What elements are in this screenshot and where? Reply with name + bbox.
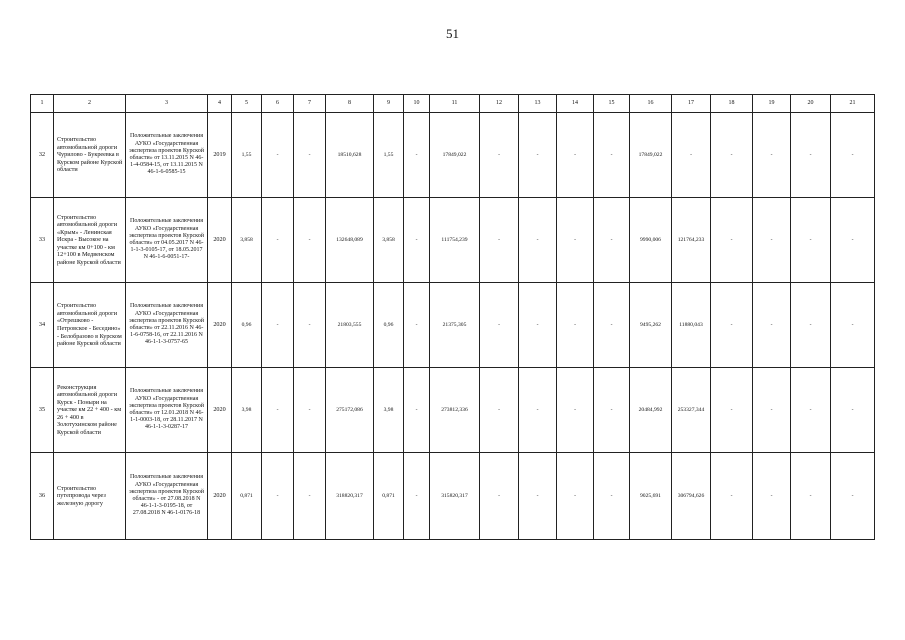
value-cell-col-13: - [519, 113, 557, 198]
value-cell-col-10: - [404, 113, 430, 198]
value-cell-col-16: 17849,022 [630, 113, 672, 198]
value-cell-col-12: - [480, 283, 519, 368]
value-cell-col-10: - [404, 453, 430, 540]
value-cell-col-11: 21375,305 [430, 283, 480, 368]
value-cell-col-14: - [557, 113, 594, 198]
table-row [31, 453, 875, 540]
value-cell-col-21: - [831, 198, 875, 283]
value-cell-col-8: 318820,317 [326, 453, 374, 540]
column-number-7: 7 [294, 95, 326, 113]
value-cell-col-15: - [594, 283, 630, 368]
value-cell-col-9: 3,858 [374, 198, 404, 283]
value-cell-col-6: - [262, 368, 294, 453]
column-number-18: 18 [711, 95, 753, 113]
row-number-cell: 32 [31, 113, 54, 198]
value-cell-col-19: - [753, 198, 791, 283]
value-cell-col-5: 3,858 [232, 198, 262, 283]
value-cell-col-9: 0,96 [374, 283, 404, 368]
basis-cell: Положительные заключения АУКО «Государственная экспертиза проектов Курской области» от 22.11.2016 N 46-1-6-0758-16, от 22.11.2016 N 46-1-1-3-0757-65 [126, 283, 208, 368]
year-cell: 2020 [208, 283, 232, 368]
value-cell-col-19: - [753, 453, 791, 540]
column-number-8: 8 [326, 95, 374, 113]
value-cell-col-7: - [294, 198, 326, 283]
value-cell-col-8: 275172,086 [326, 368, 374, 453]
column-number-21: 21 [831, 95, 875, 113]
table-row [31, 368, 875, 453]
value-cell-col-16: 20484,992 [630, 368, 672, 453]
value-cell-col-20: - [791, 453, 831, 540]
row-number-cell: 33 [31, 198, 54, 283]
value-cell-col-6: - [262, 198, 294, 283]
value-cell-col-6: - [262, 283, 294, 368]
value-cell-col-5: 0,871 [232, 453, 262, 540]
value-cell-col-15: - [594, 113, 630, 198]
header-row [31, 95, 875, 113]
row-number-cell: 35 [31, 368, 54, 453]
basis-cell: Положительные заключения АУКО «Государственная экспертиза проектов Курской области» от 04.05.2017 N 46-1-1-3-0105-17, от 18.05.2017 N 46-1-6-0051-17- [126, 198, 208, 283]
value-cell-col-6: - [262, 113, 294, 198]
value-cell-col-15: - [594, 453, 630, 540]
year-cell: 2019 [208, 113, 232, 198]
value-cell-col-12: - [480, 368, 519, 453]
year-cell: 2020 [208, 453, 232, 540]
value-cell-col-10: - [404, 368, 430, 453]
value-cell-col-19: - [753, 283, 791, 368]
value-cell-col-21: - [831, 368, 875, 453]
object-name-cell: Строительство автомобильной дороги «Отрешково - Петровское - Беседино» - Белобразово в Курском районе Курской области [54, 283, 126, 368]
column-number-16: 16 [630, 95, 672, 113]
row-number-cell: 34 [31, 283, 54, 368]
value-cell-col-8: 132648,089 [326, 198, 374, 283]
table-body [31, 95, 875, 540]
basis-cell: Положительные заключения АУКО «Государственная экспертиза проектов Курской области» от 13.11.2015 N 46-1-4-0584-15, от 13.11.2015 N 46-1-6-0585-15 [126, 113, 208, 198]
object-name-cell: Строительство путепровода через железную дорогу [54, 453, 126, 540]
value-cell-col-16: 9025,691 [630, 453, 672, 540]
column-number-9: 9 [374, 95, 404, 113]
value-cell-col-19: - [753, 113, 791, 198]
column-number-3: 3 [126, 95, 208, 113]
value-cell-col-5: 1,55 [232, 113, 262, 198]
data-table [30, 94, 875, 540]
value-cell-col-18: - [711, 113, 753, 198]
column-number-20: 20 [791, 95, 831, 113]
value-cell-col-13: - [519, 283, 557, 368]
value-cell-col-13: - [519, 368, 557, 453]
table-row [31, 283, 875, 368]
value-cell-col-8: 18510,628 [326, 113, 374, 198]
value-cell-col-16: 9990,006 [630, 198, 672, 283]
column-number-5: 5 [232, 95, 262, 113]
value-cell-col-17: 121764,233 [672, 198, 711, 283]
value-cell-col-7: - [294, 453, 326, 540]
value-cell-col-12: - [480, 453, 519, 540]
value-cell-col-15: - [594, 368, 630, 453]
basis-cell: Положительные заключения АУКО «Государственная экспертиза проектов Курской области» от 12.01.2018 N 46-1-1-0003-18, от 28.11.2017 N 46-1-1-3-0287-17 [126, 368, 208, 453]
value-cell-col-11: 17849,022 [430, 113, 480, 198]
value-cell-col-7: - [294, 113, 326, 198]
value-cell-col-21: - [831, 283, 875, 368]
column-number-14: 14 [557, 95, 594, 113]
table-row [31, 198, 875, 283]
object-name-cell: Строительство автомобильной дороги «Крым» - Ленинская Искра - Высокое на участке км 0+100 - км 12+100 в Медвенском районе Курской области [54, 198, 126, 283]
value-cell-col-18: - [711, 198, 753, 283]
value-cell-col-14: - [557, 198, 594, 283]
value-cell-col-5: 3,98 [232, 368, 262, 453]
object-name-cell: Реконструкция автомобильной дороги Курск - Поныри на участке км 22 + 400 - км 26 + 400 в Золотухинском районе Курской области [54, 368, 126, 453]
value-cell-col-17: - [672, 113, 711, 198]
value-cell-col-7: - [294, 368, 326, 453]
value-cell-col-6: - [262, 453, 294, 540]
column-number-15: 15 [594, 95, 630, 113]
row-number-cell: 36 [31, 453, 54, 540]
column-number-4: 4 [208, 95, 232, 113]
value-cell-col-9: 0,871 [374, 453, 404, 540]
value-cell-col-17: 253327,344 [672, 368, 711, 453]
value-cell-col-18: - [711, 368, 753, 453]
value-cell-col-10: - [404, 283, 430, 368]
value-cell-col-20: - [791, 368, 831, 453]
value-cell-col-9: 1,55 [374, 113, 404, 198]
value-cell-col-20: - [791, 198, 831, 283]
page-number: 51 [446, 26, 459, 41]
value-cell-col-8: 21803,555 [326, 283, 374, 368]
column-number-11: 11 [430, 95, 480, 113]
value-cell-col-14: - [557, 283, 594, 368]
value-cell-col-21: - [831, 453, 875, 540]
value-cell-col-7: - [294, 283, 326, 368]
column-number-12: 12 [480, 95, 519, 113]
value-cell-col-14: - [557, 453, 594, 540]
year-cell: 2020 [208, 198, 232, 283]
year-cell: 2020 [208, 368, 232, 453]
value-cell-col-15: - [594, 198, 630, 283]
value-cell-col-17: 11880,043 [672, 283, 711, 368]
value-cell-col-9: 3,98 [374, 368, 404, 453]
object-name-cell: Строительство автомобильной дороги Чурилово - Букреевка в Курском районе Курской области [54, 113, 126, 198]
value-cell-col-20: - [791, 113, 831, 198]
value-cell-col-16: 9495,262 [630, 283, 672, 368]
value-cell-col-21: - [831, 113, 875, 198]
value-cell-col-11: 111754,239 [430, 198, 480, 283]
column-number-17: 17 [672, 95, 711, 113]
column-number-6: 6 [262, 95, 294, 113]
value-cell-col-13: - [519, 453, 557, 540]
table-row [31, 113, 875, 198]
value-cell-col-19: - [753, 368, 791, 453]
basis-cell: Положительные заключения АУКО «Государственная экспертиза проектов Курской области» - от 27.08.2018 N 46-1-1-3-0195-18, от 27.08.2018 N 46-1-0176-18 [126, 453, 208, 540]
column-number-19: 19 [753, 95, 791, 113]
value-cell-col-11: 273812,336 [430, 368, 480, 453]
value-cell-col-14: - [557, 368, 594, 453]
value-cell-col-10: - [404, 198, 430, 283]
value-cell-col-5: 0,96 [232, 283, 262, 368]
column-number-2: 2 [54, 95, 126, 113]
value-cell-col-18: - [711, 283, 753, 368]
column-number-10: 10 [404, 95, 430, 113]
value-cell-col-20: - [791, 283, 831, 368]
value-cell-col-18: - [711, 453, 753, 540]
value-cell-col-12: - [480, 198, 519, 283]
value-cell-col-17: 306794,626 [672, 453, 711, 540]
column-number-13: 13 [519, 95, 557, 113]
value-cell-col-12: - [480, 113, 519, 198]
value-cell-col-11: 315820,317 [430, 453, 480, 540]
column-number-1: 1 [31, 95, 54, 113]
value-cell-col-13: - [519, 198, 557, 283]
